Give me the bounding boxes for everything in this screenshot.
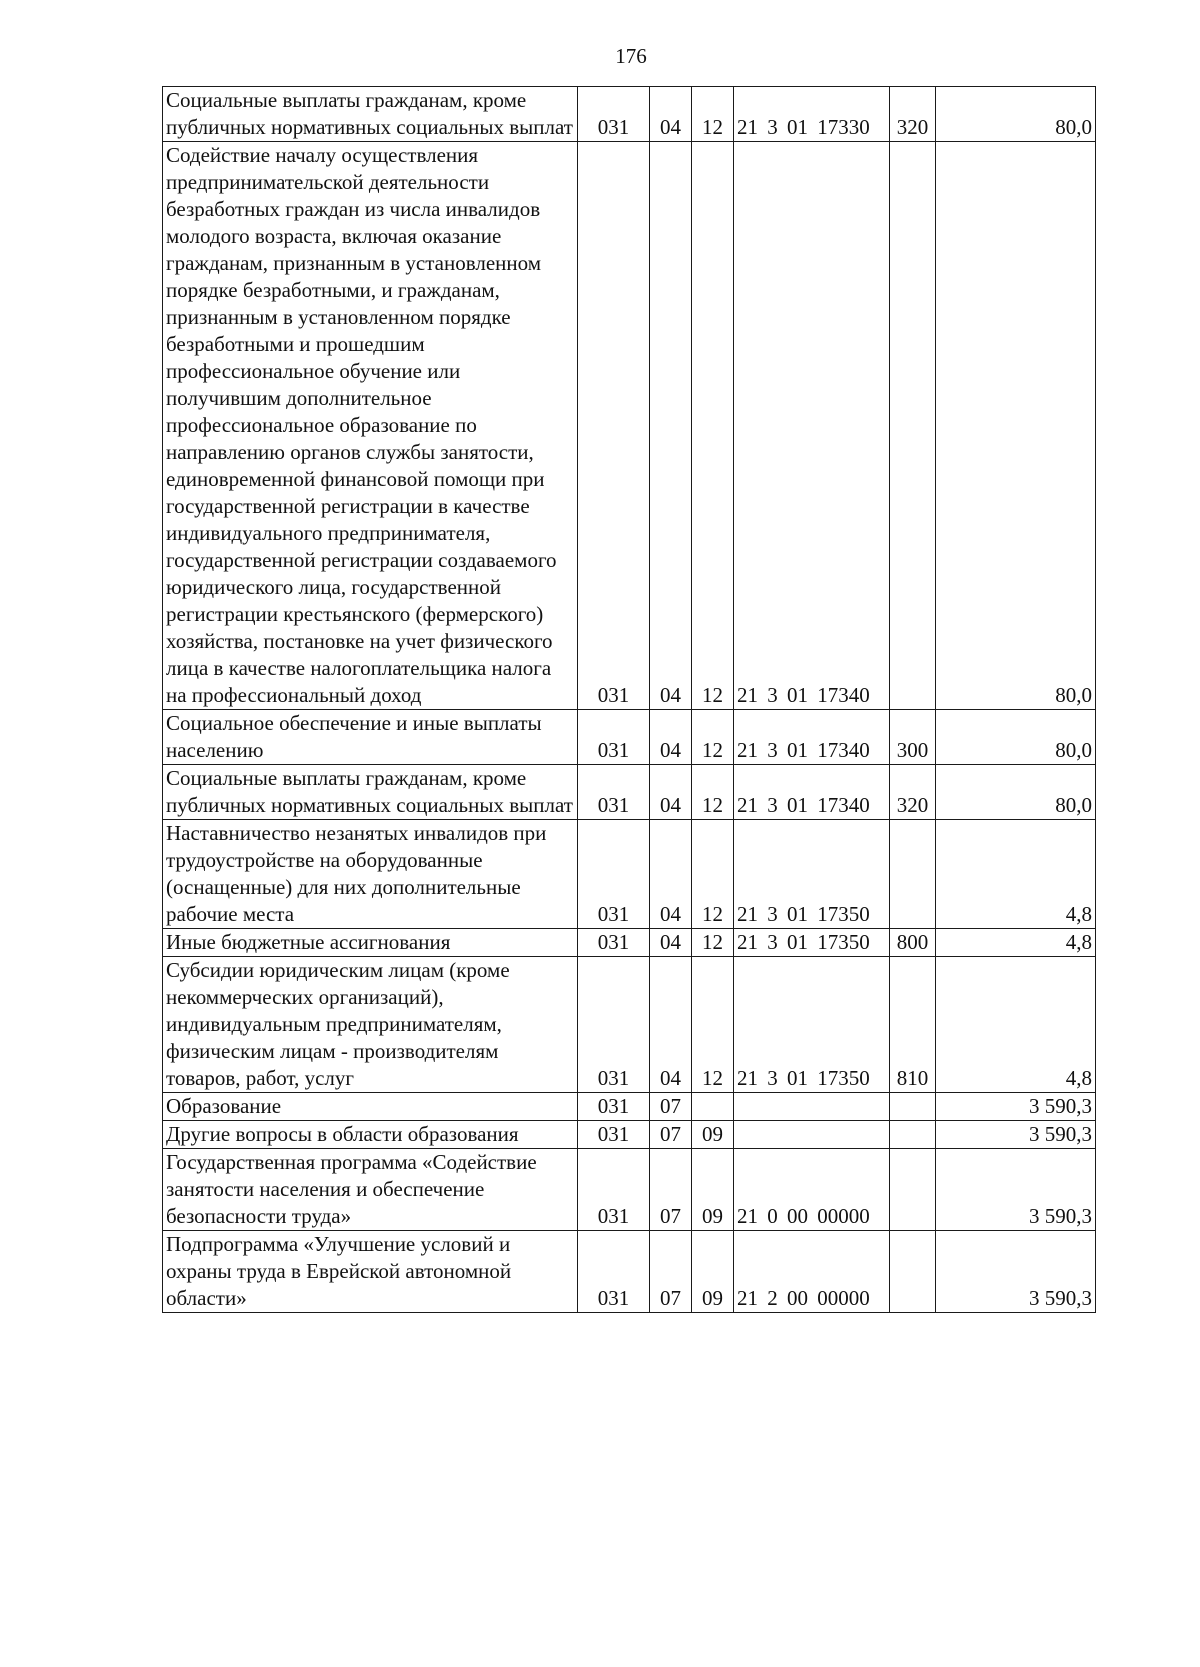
expense-name: Содействие началу осуществления предпринимательской деятельности безработных граждан из числа инвалидов молодого возраста, включая оказание гражданам, признанным в установленном порядке безработными, и гражданам, признанным в установленном порядке безработными и прошедшим профессиональное обучение или получившим дополнительное профессиональное образование по направлению органов службы занятости, единовременной финансовой помощи при государственной регистрации в качестве индивидуального предпринимателя, государственной регистрации создаваемого юридического лица, государственной регистрации крестьянского (фермерского) хозяйства, постановке на учет физического лица в качестве налогоплательщика налога на профессиональный доход [163, 142, 578, 710]
subsection-code [692, 1093, 734, 1121]
amount: 3 590,3 [936, 1093, 1096, 1121]
subsection-code: 09 [692, 1121, 734, 1149]
table-row [163, 710, 1096, 765]
subsection-code: 12 [692, 820, 734, 929]
table-row [163, 957, 1096, 1093]
expense-type-code [890, 1149, 936, 1231]
ministry-code: 031 [578, 765, 650, 820]
ministry-code: 031 [578, 1121, 650, 1149]
expense-name: Другие вопросы в области образования [163, 1121, 578, 1149]
section-code: 04 [650, 929, 692, 957]
section-code: 04 [650, 820, 692, 929]
expense-type-code [890, 1093, 936, 1121]
target-article-code [734, 1093, 890, 1121]
expense-name: Иные бюджетные ассигнования [163, 929, 578, 957]
expense-name: Подпрограмма «Улучшение условий и охраны труда в Еврейской автономной области» [163, 1231, 578, 1313]
section-code: 07 [650, 1231, 692, 1313]
subsection-code: 12 [692, 765, 734, 820]
table-row [163, 765, 1096, 820]
subsection-code: 09 [692, 1231, 734, 1313]
ministry-code: 031 [578, 957, 650, 1093]
expense-type-code [890, 142, 936, 710]
expense-type-code [890, 1121, 936, 1149]
subsection-code: 09 [692, 1149, 734, 1231]
subsection-code: 12 [692, 929, 734, 957]
table-row [163, 1231, 1096, 1313]
ministry-code: 031 [578, 142, 650, 710]
expense-type-code: 320 [890, 765, 936, 820]
section-code: 04 [650, 957, 692, 1093]
ministry-code: 031 [578, 929, 650, 957]
expense-type-code: 320 [890, 87, 936, 142]
amount: 3 590,3 [936, 1231, 1096, 1313]
expense-name: Образование [163, 1093, 578, 1121]
target-article-code: 21 3 01 17350 [734, 820, 890, 929]
table-row [163, 820, 1096, 929]
target-article-code: 21 3 01 17330 [734, 87, 890, 142]
target-article-code: 21 3 01 17350 [734, 929, 890, 957]
expense-type-code: 800 [890, 929, 936, 957]
table-row [163, 1121, 1096, 1149]
amount: 4,8 [936, 929, 1096, 957]
section-code: 04 [650, 142, 692, 710]
expense-name: Государственная программа «Содействие занятости населения и обеспечение безопасности труда» [163, 1149, 578, 1231]
ministry-code: 031 [578, 1231, 650, 1313]
expense-name: Социальные выплаты гражданам, кроме публичных нормативных социальных выплат [163, 765, 578, 820]
table-row [163, 87, 1096, 142]
table-row [163, 929, 1096, 957]
section-code: 07 [650, 1149, 692, 1231]
expense-type-code: 810 [890, 957, 936, 1093]
ministry-code: 031 [578, 820, 650, 929]
expense-type-code: 300 [890, 710, 936, 765]
ministry-code: 031 [578, 1149, 650, 1231]
table-row [163, 142, 1096, 710]
expense-name: Наставничество незанятых инвалидов при трудоустройстве на оборудованные (оснащенные) для них дополнительные рабочие места [163, 820, 578, 929]
budget-table [162, 86, 1096, 1313]
subsection-code: 12 [692, 87, 734, 142]
target-article-code: 21 3 01 17340 [734, 765, 890, 820]
expense-name: Субсидии юридическим лицам (кроме некоммерческих организаций), индивидуальным предпринимателям, физическим лицам - производителям товаров, работ, услуг [163, 957, 578, 1093]
section-code: 04 [650, 765, 692, 820]
expense-type-code [890, 1231, 936, 1313]
amount: 4,8 [936, 957, 1096, 1093]
ministry-code: 031 [578, 87, 650, 142]
page-number: 176 [615, 44, 647, 68]
amount: 80,0 [936, 87, 1096, 142]
amount: 4,8 [936, 820, 1096, 929]
ministry-code: 031 [578, 1093, 650, 1121]
target-article-code: 21 3 01 17340 [734, 142, 890, 710]
target-article-code: 21 0 00 00000 [734, 1149, 890, 1231]
amount: 80,0 [936, 765, 1096, 820]
target-article-code: 21 3 01 17340 [734, 710, 890, 765]
expense-name: Социальные выплаты гражданам, кроме публичных нормативных социальных выплат [163, 87, 578, 142]
target-article-code: 21 2 00 00000 [734, 1231, 890, 1313]
section-code: 04 [650, 87, 692, 142]
subsection-code: 12 [692, 957, 734, 1093]
section-code: 07 [650, 1093, 692, 1121]
amount: 3 590,3 [936, 1121, 1096, 1149]
expense-name: Социальное обеспечение и иные выплаты населению [163, 710, 578, 765]
amount: 80,0 [936, 710, 1096, 765]
table-row [163, 1093, 1096, 1121]
target-article-code: 21 3 01 17350 [734, 957, 890, 1093]
table-row [163, 1149, 1096, 1231]
section-code: 04 [650, 710, 692, 765]
section-code: 07 [650, 1121, 692, 1149]
ministry-code: 031 [578, 710, 650, 765]
expense-type-code [890, 820, 936, 929]
target-article-code [734, 1121, 890, 1149]
amount: 80,0 [936, 142, 1096, 710]
amount: 3 590,3 [936, 1149, 1096, 1231]
subsection-code: 12 [692, 710, 734, 765]
subsection-code: 12 [692, 142, 734, 710]
